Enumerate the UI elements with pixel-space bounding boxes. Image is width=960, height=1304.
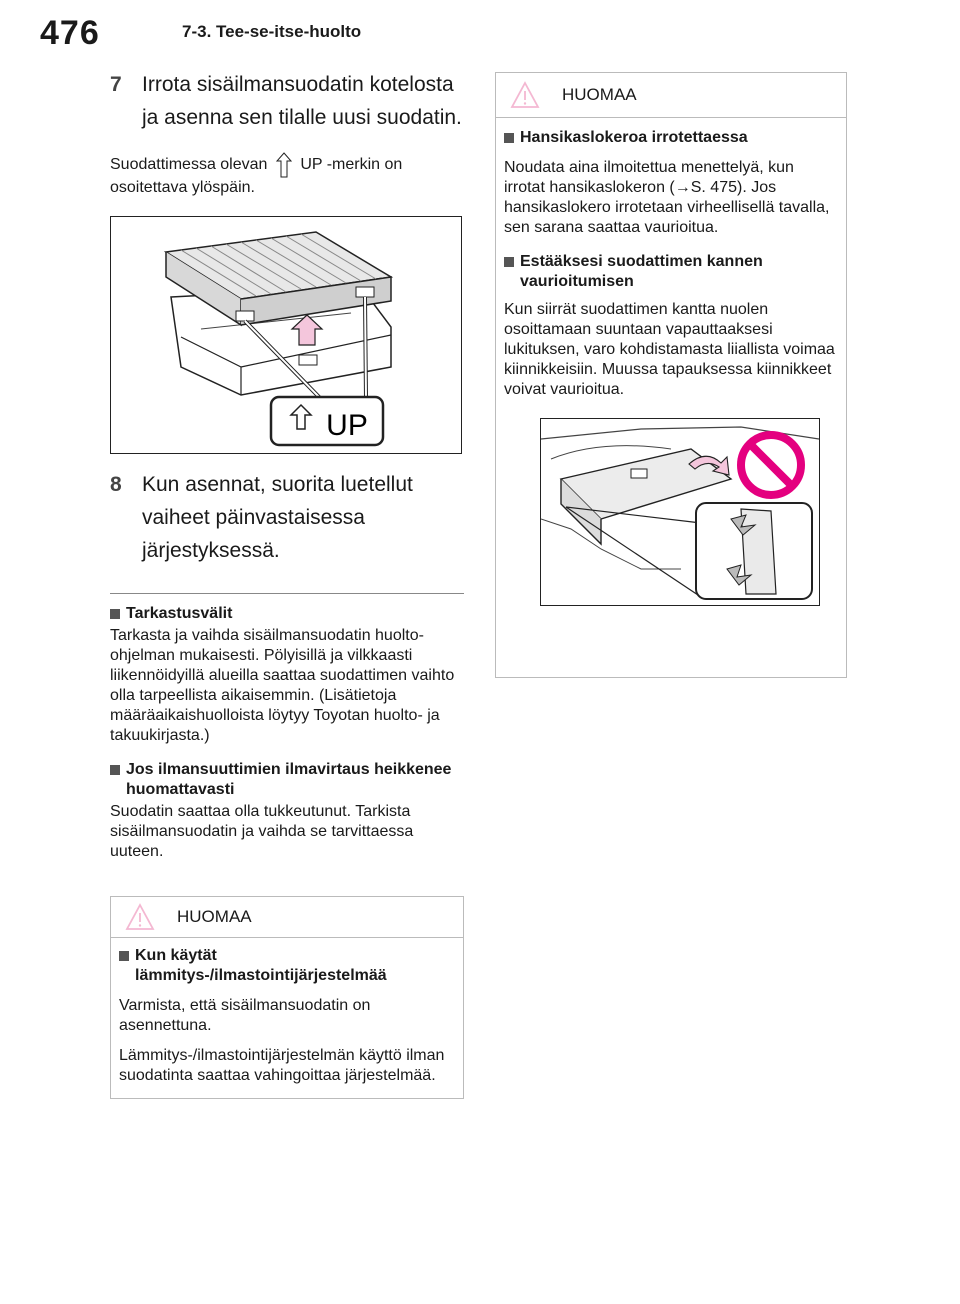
section-paragraph: Tarkasta ja vaihda sisäilmansuodatin huolto-ohjelman mukaisesti. Pölyisillä ja vilkkaasti liikennöidyillä alueilla saattaa suodattimen vaihto olla tarpeellista aikaisemmin. (Lisätietoja määräaikaishuolloista löytyy Toyotan huolto- ja takuukirjasta.) (110, 627, 455, 744)
section-paragraph: Suodatin saattaa olla tukkeutunut. Tarkista sisäilmansuodatin ja vaihda se tarvittaessa uuteen. (110, 803, 414, 860)
step-8 (110, 468, 464, 567)
notice-header (496, 73, 846, 118)
notice-paragraph: Lämmitys-/ilmastointijärjestelmän käyttö ilman suodatinta saattaa vahingoittaa järjestelmää. (119, 1047, 445, 1084)
right-column (495, 72, 847, 678)
notice-body (496, 118, 846, 618)
section-heading (110, 604, 464, 624)
section-divider (110, 593, 464, 594)
bullet-square-icon (110, 609, 120, 619)
warning-triangle-icon (125, 903, 155, 931)
filter-illustration (110, 216, 462, 454)
bullet-square-icon (119, 951, 129, 961)
step-text: Kun asennat, suorita luetellut vaiheet päinvastaisessa järjestyksessä. (142, 473, 413, 562)
left-column (110, 68, 464, 1099)
heading-text: Kun käytät lämmitys-/ilmastointijärjestelmää (135, 947, 387, 984)
heading-text: Tarkastusvälit (126, 605, 233, 622)
note-text-b: UP -merkin on osoitettava ylöspäin. (110, 156, 403, 196)
notice-label: HUOMAA (177, 907, 252, 926)
notice-paragraph: Kun siirrät suodattimen kantta nuolen osoittamaan suuntaan vapauttaaksesi lukituksen, varo kohdistamasta liiallista voimaa kiinnikkeisiin. Muussa tapauksessa kiinnikkeet voivat vaurioitua. (504, 301, 835, 398)
step-number: 7 (110, 73, 122, 96)
step-7 (110, 68, 464, 134)
notice-paragraph: Noudata aina ilmoitettua menettelyä, kun irrotat hansikaslokeron (→S. 475). Jos hansikaslokero irrotetaan virheellisellä tavalla, sen sarana saattaa vaurioitua. (504, 159, 830, 236)
warning-triangle-icon (510, 81, 540, 109)
bullet-square-icon (110, 765, 120, 775)
heading-text: Jos ilmansuuttimien ilmavirtaus heikkenee huomattavasti (126, 761, 452, 798)
up-arrow-icon (276, 152, 292, 178)
up-label: UP (326, 409, 368, 442)
notice-box (110, 896, 464, 1099)
bullet-square-icon (504, 257, 514, 267)
section-title: 7-3. Tee-se-itse-huolto (182, 22, 362, 41)
notice-header (111, 897, 463, 938)
step-7-note (110, 152, 464, 198)
step-number: 8 (110, 473, 122, 496)
filter-drawing (111, 217, 461, 453)
note-text-a: Suodattimessa olevan (110, 156, 268, 174)
step-text: Irrota sisäilmansuodatin kotelosta ja asenna sen tilalle uusi suodatin. (142, 73, 462, 129)
notice-heading (504, 128, 838, 148)
page-number: 476 (40, 14, 100, 52)
notice-body (111, 938, 463, 1098)
bullet-square-icon (504, 133, 514, 143)
heading-text: Estääksesi suodattimen kannen vaurioitumisen (520, 253, 763, 290)
filter-cover-illustration (540, 418, 820, 606)
page-header (0, 0, 960, 64)
notice-heading (504, 252, 838, 292)
notice-label: HUOMAA (562, 85, 637, 104)
notice-heading (119, 946, 455, 986)
notice-box (495, 72, 847, 678)
cover-drawing (541, 419, 819, 605)
section-heading (110, 760, 464, 800)
notice-paragraph: Varmista, että sisäilmansuodatin on asennettuna. (119, 997, 371, 1034)
heading-text: Hansikaslokeroa irrotettaessa (520, 129, 748, 146)
